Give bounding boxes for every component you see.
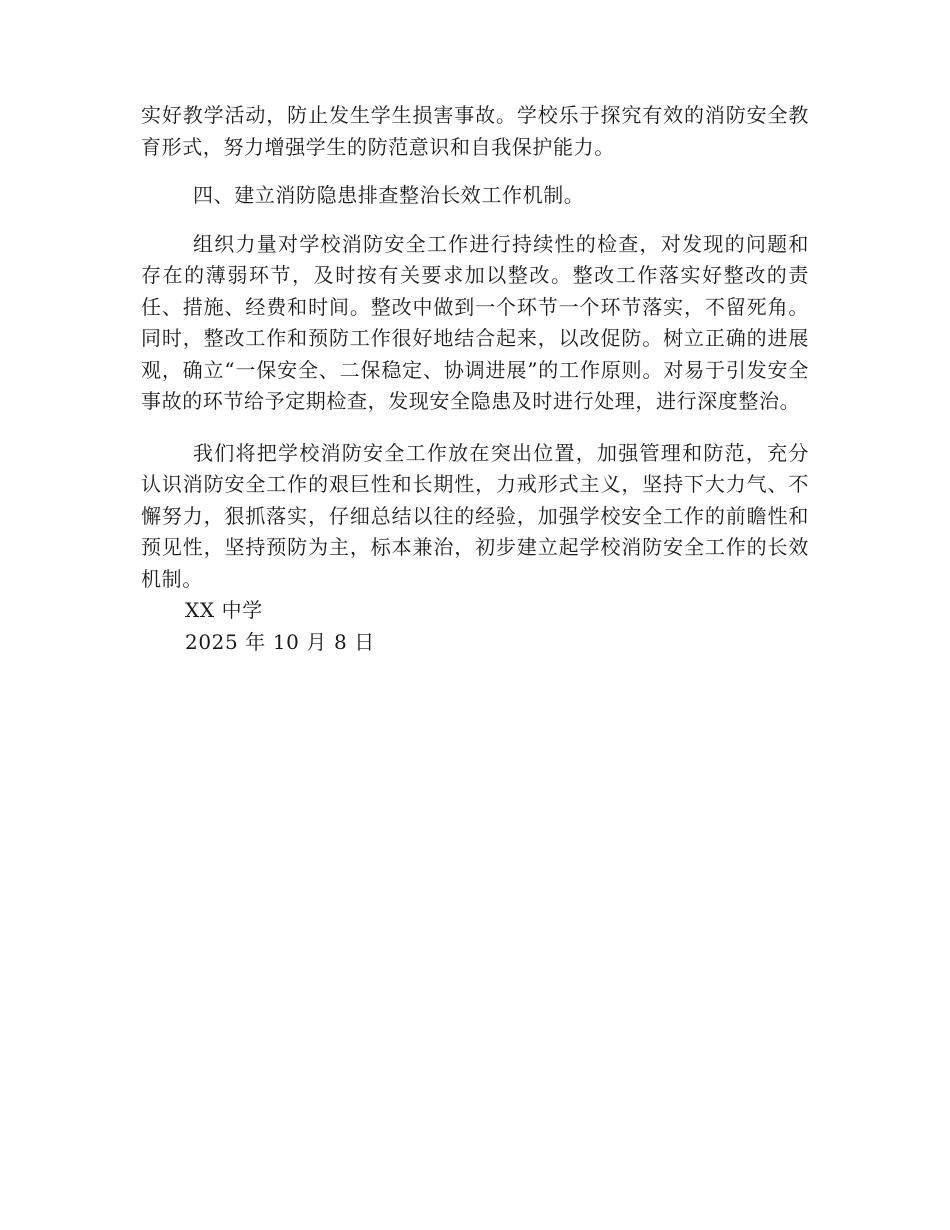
paragraph-inspection: 组织力量对学校消防安全工作进行持续性的检查，对发现的问题和存在的薄弱环节，及时按有关要求加以整改。整改工作落实好整改的责任、措施、经费和时间。整改中做到一个环节一个环节落实，不留死角。同时，整改工作和预防工作很好地结合起来，以改促防。树立正确的进展观，确立“一保安全、二保稳定、协调进展”的工作原则。对易于引发安全事故的环节给予定期检查，发现安全隐患及时进行处理，进行深度整治。	[141, 231, 809, 413]
signature-organization: XX 中学	[185, 598, 263, 622]
paragraph-continuation: 实好教学活动，防止发生学生损害事故。学校乐于探究有效的消防安全教育形式，努力增强学生的防范意识和自我保护能力。	[141, 103, 809, 159]
document-page	[141, 100, 809, 658]
paragraph-conclusion: 我们将把学校消防安全工作放在突出位置，加强管理和防范，充分认识消防安全工作的艰巨性和长期性，力戒形式主义，坚持下大力气、不懈努力，狠抓落实，仔细总结以往的经验，加强学校安全工作的前瞻性和预见性，坚持预防为主，标本兼治，初步建立起学校消防安全工作的长效机制。	[141, 440, 809, 591]
section-heading-four: 四、建立消防隐患排查整治长效工作机制。	[193, 183, 585, 207]
signature-date: 2025 年 10 月 8 日	[185, 629, 375, 654]
